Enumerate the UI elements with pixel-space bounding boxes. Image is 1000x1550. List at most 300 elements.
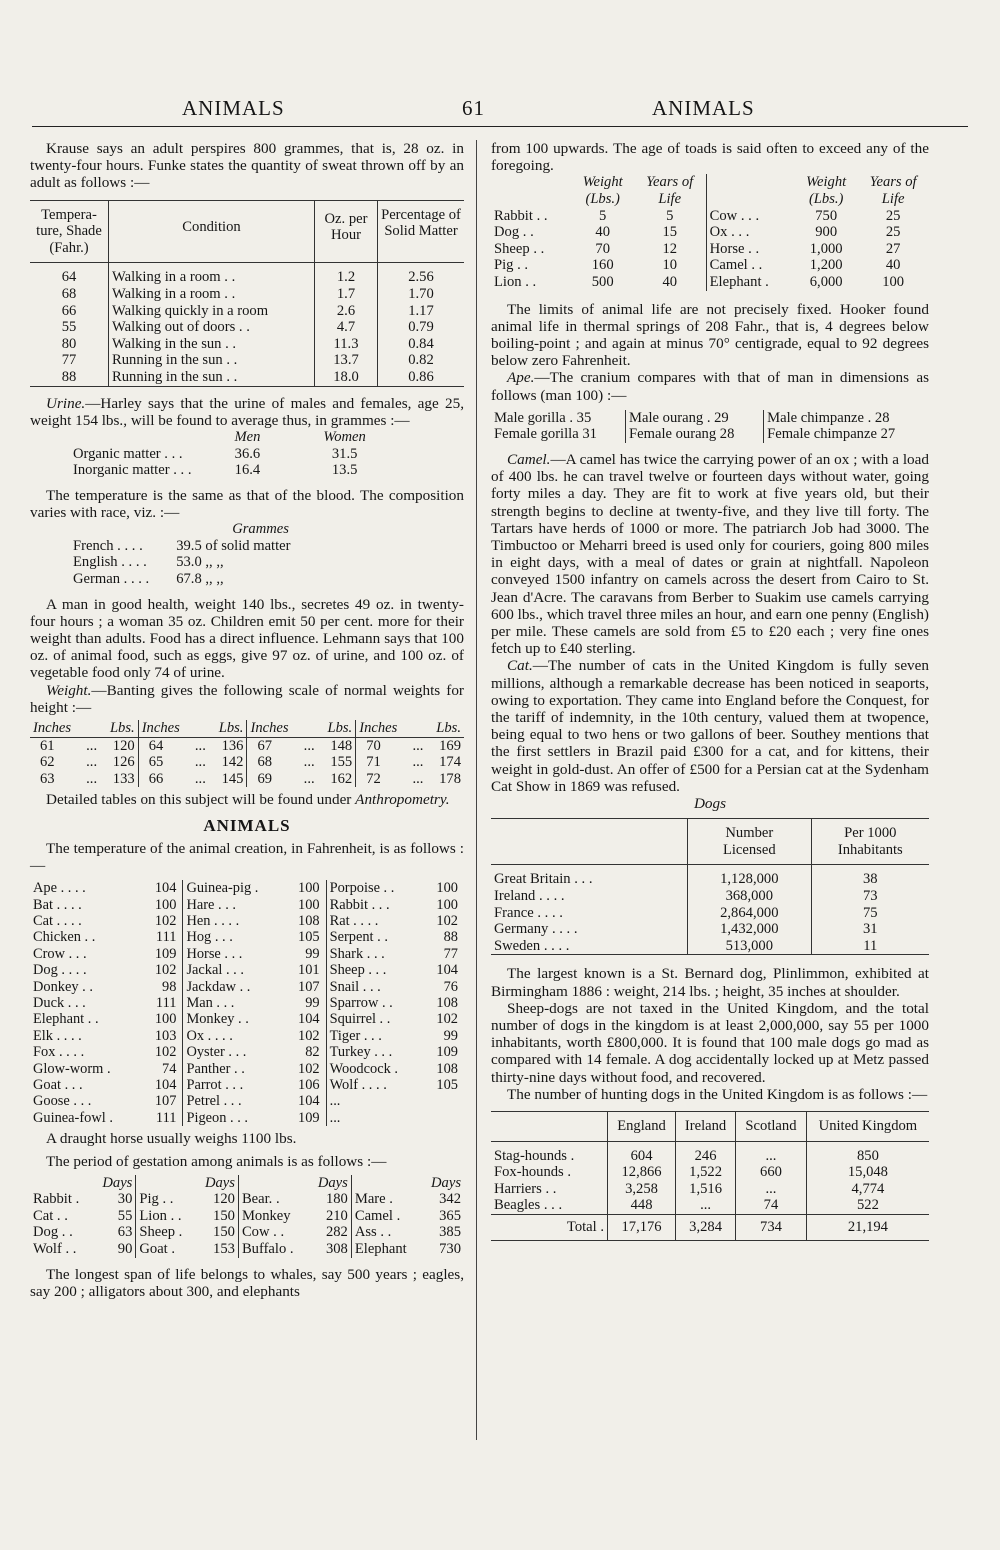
hound-type: Fox-hounds . (494, 1164, 572, 1181)
col-inches: Inches (247, 720, 299, 737)
race-row (70, 538, 294, 555)
race-label: German . . . . (73, 570, 150, 587)
animal-temp-row (30, 897, 464, 913)
life-animal: Lion . . (494, 273, 537, 290)
spacer (351, 1175, 421, 1192)
per-1000-cell: 11 (811, 938, 929, 955)
hound-count: 246 (676, 1141, 736, 1164)
animal-name: Monkey . . (183, 1011, 286, 1027)
anthropometry-ref: Anthropometry. (355, 791, 450, 809)
spacer (136, 1175, 195, 1192)
gest-animal: Cow . . (238, 1224, 307, 1241)
paragraph-sheep-dogs: Sheep-dogs are not taxed in the United Kingdom, and the total number of dogs in the kingdom is at least 2,000,000, say 55 per 1000 inhabitants, worth £800,000. It is found that 100 male dogs go mad as compared with 14 female. A dog accidentally locked up at Metz passed thirty-nine days without food, and recovered. (491, 999, 929, 1086)
gest-animal: Elephant (351, 1241, 421, 1258)
pct-cell: 0.82 (408, 352, 434, 369)
oz-cell: 18.0 (315, 369, 378, 386)
ape-table (491, 410, 929, 443)
weights-row (30, 771, 464, 788)
temp-cell: 77 (30, 352, 109, 369)
animal-temp: 101 (298, 962, 320, 979)
weight-heading: Weight. (46, 681, 92, 699)
camel-text: —A camel has twice the carrying power of an ox ; with a load of 400 lbs. he can travel twelve or fourteen days without water, going forty miles a day. They are fit to work at five years old, but their strength begins to decline at twenty-five, and they live till forty. The Tartars have herds of 1000 or more. The patriarch Job had 3000. The Timbuctoo or Meharri breed is used only for couriers, going 800 miles in eight days, with a meal of dates or grain at nightfall. Napoleon conveyed 1500 infantry on camels across the desert from Cairo to St. Jean d'Acre. The caravans from Berber to Suakim use camels carrying 600 lbs., which travel three miles an hour, and earn one penny (English) per mile. These camels are sold from £5 to £20 each ; very fine ones fetch up to £40 sterling. (491, 450, 929, 658)
life-years: 15 (634, 224, 706, 241)
hunt-row (491, 1164, 929, 1181)
animal-temp: 111 (155, 1109, 177, 1126)
ape-row (491, 410, 929, 427)
animal-name: Rat . . . . (326, 913, 424, 929)
race-row (70, 571, 294, 588)
gest-days: 120 (213, 1191, 235, 1208)
urine-women: 13.5 (331, 462, 358, 479)
animal-temp-row (30, 1093, 464, 1109)
gest-animal: Ass . . (351, 1224, 421, 1241)
inches-cell: 63 (40, 770, 55, 787)
hunting-dogs-table (491, 1111, 929, 1241)
gest-days: 180 (325, 1191, 348, 1208)
per-1000-cell: 38 (811, 865, 929, 888)
life-table (491, 174, 929, 290)
weight-text: —Banting gives the following scale of normal weights for height :— (30, 681, 464, 716)
animal-temp: 104 (298, 1011, 320, 1028)
animal-name: Pigeon . . . (183, 1110, 286, 1126)
hound-count: ... (736, 1141, 807, 1164)
camel-heading: Camel. (507, 450, 551, 468)
gestation-table (30, 1175, 464, 1258)
life-row (491, 241, 929, 258)
life-years: 12 (634, 241, 706, 258)
paragraph-hunting-dogs: The number of hunting dogs in the United Kingdom is as follows :— (507, 1085, 928, 1103)
animal-temp: 107 (154, 1093, 177, 1110)
animal-name: Parrot . . . (183, 1077, 286, 1093)
animal-name: ... (326, 1093, 424, 1109)
gest-days: 90 (117, 1241, 133, 1257)
paragraph-krause: Krause says an adult perspires 800 grammes, that is, 28 oz. in twenty-four hours. Funke states the quantity of sweat thrown off by an adult as follows :— (30, 140, 464, 192)
animal-temp-row (30, 1077, 464, 1093)
life-weight: 160 (591, 257, 614, 274)
animal-temp: 100 (436, 880, 458, 897)
animal-temp: 104 (436, 962, 458, 979)
col-men: Men (234, 428, 261, 445)
life-row (491, 224, 929, 241)
col-weight-2: Weight (Lbs.) (806, 174, 847, 207)
animal-temp-row (30, 995, 464, 1011)
paragraph-weight (30, 682, 464, 716)
animal-temp-row (30, 1011, 464, 1027)
animal-temp: 105 (298, 929, 320, 946)
condition-cell: Walking out of doors . . (109, 319, 315, 336)
spacer (299, 720, 319, 737)
animal-name: Elephant . . (33, 1011, 99, 1028)
animal-name: Donkey . . (33, 978, 93, 995)
life-years: 10 (634, 257, 706, 274)
hound-count: 660 (736, 1164, 807, 1181)
inches-cell: 61 (40, 737, 55, 754)
condition-cell: Walking quickly in a room (109, 303, 315, 320)
header-left: ANIMALS (182, 96, 285, 120)
life-years: 25 (885, 207, 901, 224)
total-count: 17,176 (608, 1214, 676, 1240)
animal-temp: 102 (154, 1044, 177, 1061)
sweat-row (30, 336, 464, 353)
animal-temp (424, 1110, 464, 1126)
hound-count: 448 (608, 1197, 676, 1214)
country-cell: Ireland . . . . (494, 888, 565, 905)
animal-temp: 100 (154, 1011, 177, 1028)
page-number: 61 (462, 96, 485, 120)
animal-temp: 99 (305, 994, 320, 1011)
pct-cell: 0.79 (408, 319, 434, 336)
animal-temp: 109 (436, 1044, 458, 1061)
oz-cell: 2.6 (315, 303, 378, 320)
life-animal: Ox . . . (709, 224, 750, 241)
animal-temp: 99 (443, 1027, 458, 1044)
col-days: Days (317, 1174, 348, 1191)
urine-label: Organic matter . . . (73, 445, 183, 462)
col-lbs: Lbs. (109, 719, 135, 736)
col-lbs: Lbs. (327, 719, 353, 736)
animal-temp: 99 (305, 945, 320, 962)
paragraph-limits: The limits of animal life are not precisely fixed. Hooker found animal life in thermal springs of 208 Fahr., that is, 4 degrees below boiling-point ; and again at minus 70° centigrade, equal to 92 degrees below zero Fahrenheit. (491, 300, 929, 370)
gest-days: 55 (117, 1207, 133, 1224)
col-per-1000: Per 1000 Inhabitants (811, 819, 929, 865)
animal-temperature-table (30, 880, 464, 1126)
animal-name: Bat . . . . (33, 896, 82, 913)
animal-temp: 74 (162, 1060, 177, 1077)
col-scotland: Scotland (736, 1112, 807, 1142)
inches-cell: 68 (247, 754, 299, 771)
animal-temp-row (30, 979, 464, 995)
col-days: Days (204, 1174, 235, 1191)
gest-animal: Wolf . . (33, 1241, 77, 1257)
life-weight: 1,000 (809, 240, 843, 257)
lbs-cell: 155 (330, 754, 353, 771)
animal-temp: 108 (436, 1060, 458, 1077)
animal-name: Rabbit . . . (326, 897, 424, 913)
hound-count: ... (676, 1197, 736, 1214)
col-grammes: Grammes (232, 521, 289, 538)
animal-temp-row (30, 1028, 464, 1044)
animal-name: Oyster . . . (183, 1044, 286, 1060)
dogs-table (491, 818, 929, 955)
oz-cell: 11.3 (315, 336, 378, 353)
life-years: 40 (634, 274, 706, 291)
animal-name: Dog . . . . (33, 962, 87, 979)
animal-name: Porpoise . . (326, 880, 424, 896)
animal-temp: 98 (162, 978, 177, 995)
oz-cell: 13.7 (315, 352, 378, 369)
hound-count: 3,258 (608, 1181, 676, 1198)
inches-cell: 66 (138, 771, 190, 788)
col-women: Women (323, 428, 366, 445)
race-table (70, 521, 294, 587)
gestation-row (30, 1191, 464, 1208)
dogs-row (491, 938, 929, 955)
oz-cell: 4.7 (315, 319, 378, 336)
animal-name: ... (326, 1110, 424, 1126)
total-count: 734 (736, 1214, 807, 1240)
hound-count: 12,866 (608, 1164, 676, 1181)
licensed-cell: 368,000 (688, 888, 812, 905)
ape-cell: Female chimpanze 27 (764, 426, 929, 443)
paragraph-life-span: The longest span of life belongs to whales, say 500 years ; eagles, say 200 ; alligators about 300, and elephants (30, 1265, 464, 1300)
urine-women: 31.5 (331, 445, 358, 462)
animal-name: Cat . . . . (33, 912, 82, 929)
animal-temp: 88 (443, 929, 458, 946)
gest-animal: Sheep . (136, 1224, 195, 1241)
animal-temp-row (30, 913, 464, 929)
gest-animal: Cat . . (33, 1207, 68, 1224)
animal-name: Crow . . . (33, 945, 87, 962)
inches-cell: 67 (247, 737, 299, 754)
spacer (238, 1175, 307, 1192)
dogs-row (491, 888, 929, 905)
animal-name: Duck . . . (33, 994, 86, 1011)
life-weight: 5 (599, 207, 607, 224)
urine-row (70, 446, 369, 463)
inches-cell: 72 (356, 771, 408, 788)
animal-temp-row (30, 929, 464, 945)
ape-cell: Male gorilla . 35 (494, 409, 592, 426)
gest-days: 153 (213, 1241, 235, 1257)
animal-name: Jackal . . . (183, 962, 286, 978)
sweat-row (30, 369, 464, 386)
sep-cell: ... (303, 737, 315, 754)
paragraph-health: A man in good health, weight 140 lbs., secretes 49 oz. in twenty-four hours ; a woman 35 oz. Children emit 50 per cent. more for their weight than adults. Food has a direct influence. Lehmann says that 100 oz. of animal food, such as eggs, give 97 oz. of urine, and 100 oz. of vegetable food only 74 of urine. (30, 595, 464, 682)
life-animal: Cow . . . (709, 207, 760, 224)
animal-name: Petrel . . . (183, 1093, 286, 1109)
hound-type: Harriers . . (494, 1180, 557, 1197)
running-header (32, 96, 968, 127)
temp-cell: 66 (30, 303, 109, 320)
life-years: 100 (882, 273, 905, 290)
life-animal: Camel . . (709, 257, 763, 274)
sweat-row (30, 303, 464, 320)
animal-name: Goose . . . (33, 1093, 92, 1110)
gestation-row (30, 1241, 464, 1258)
life-years: 27 (885, 240, 901, 257)
col-solid-matter: Percentage of Solid Matter (381, 206, 461, 240)
life-years: 25 (885, 224, 901, 241)
paragraph-temperature: The temperature is the same as that of the blood. The composition varies with race, viz. :— (30, 486, 464, 521)
gest-animal: Pig . . (136, 1191, 195, 1208)
animal-temp-row (30, 1110, 464, 1126)
gest-days: 150 (213, 1224, 235, 1241)
life-weight: 1,200 (809, 257, 843, 274)
licensed-cell: 1,128,000 (688, 865, 812, 888)
condition-cell: Running in the sun . . (109, 352, 315, 369)
life-animal: Rabbit . . (494, 207, 548, 224)
ape-row (491, 426, 929, 443)
gest-animal: Lion . . (136, 1208, 195, 1225)
lbs-cell: 133 (112, 770, 135, 787)
life-animal: Pig . . (494, 257, 529, 274)
life-weight: 750 (815, 207, 838, 224)
hound-count: 1,522 (676, 1164, 736, 1181)
per-1000-cell: 75 (811, 905, 929, 922)
animal-temp: 102 (436, 1011, 458, 1028)
urine-men: 36.6 (234, 445, 261, 462)
animal-name: Glow-worm . (33, 1060, 111, 1077)
hound-count: 522 (806, 1197, 929, 1214)
spacer (190, 720, 210, 737)
sweat-table (30, 200, 464, 387)
gest-days: 30 (117, 1191, 133, 1208)
animal-name: Ox . . . . (183, 1028, 286, 1044)
country-cell: Sweden . . . . (494, 937, 570, 954)
hound-count: 604 (608, 1141, 676, 1164)
lbs-cell: 145 (221, 770, 244, 787)
ape-cell: Female gorilla 31 (494, 426, 597, 443)
race-label: French . . . . (73, 537, 143, 554)
race-label: English . . . . (73, 554, 147, 571)
gest-days: 210 (325, 1207, 348, 1224)
animal-temp: 102 (154, 962, 177, 979)
sweat-row (30, 286, 464, 303)
animal-name: Sparrow . . (326, 995, 424, 1011)
pct-cell: 1.70 (408, 285, 434, 302)
ape-text: —The cranium compares with that of man in dimensions as follows (man 100) :— (491, 369, 929, 404)
column-divider (476, 140, 477, 1440)
sweat-row (30, 319, 464, 336)
animal-name: Jackdaw . . (183, 979, 286, 995)
ape-cell: Female ourang 28 (626, 426, 764, 443)
animal-temp: 102 (298, 1027, 320, 1044)
animal-temp: 100 (298, 896, 320, 913)
animal-temp: 77 (443, 945, 458, 962)
life-animal: Elephant . (709, 273, 769, 290)
animal-name: Hog . . . (183, 929, 286, 945)
animal-name: Man . . . (183, 995, 286, 1011)
weights-table (30, 720, 464, 787)
animal-name: Turkey . . . (326, 1044, 424, 1060)
sep-cell: ... (303, 754, 315, 771)
cat-heading: Cat. (507, 657, 533, 675)
inches-cell: 64 (138, 737, 190, 754)
paragraph-st-bernard: The largest known is a St. Bernard dog, Plinlimmon, exhibited at Birmingham 1886 : weight, 214 lbs. ; height, 35 inches at shoulder. (491, 965, 929, 1000)
condition-cell: Walking in a room . . (109, 286, 315, 303)
animal-temp: 100 (154, 896, 177, 913)
spacer (408, 720, 428, 737)
col-years-2: Years of Life (869, 174, 917, 207)
life-animal: Sheep . . (494, 240, 545, 257)
animal-temp: 106 (298, 1077, 320, 1093)
animal-temp-row (30, 946, 464, 962)
paragraph-camel (491, 451, 929, 657)
licensed-cell: 513,000 (688, 938, 812, 955)
per-1000-cell: 73 (811, 888, 929, 905)
animal-temp: 105 (436, 1077, 458, 1093)
country-cell: Germany . . . . (494, 921, 578, 938)
lbs-cell: 120 (112, 737, 135, 754)
country-cell: France . . . . (494, 904, 563, 921)
animal-temp: 103 (154, 1027, 177, 1044)
paragraph-ape (491, 369, 929, 403)
urine-men: 16.4 (234, 462, 261, 479)
gest-animal: Goat . (136, 1241, 195, 1258)
animal-name: Shark . . . (326, 946, 424, 962)
hound-count: 850 (806, 1141, 929, 1164)
dogs-row (491, 865, 929, 888)
life-weight: 500 (591, 273, 614, 290)
paragraph-gestation: The period of gestation among animals is as follows :— (46, 1153, 387, 1171)
dogs-row (491, 921, 929, 938)
race-value: 53.0 ,, ,, (176, 554, 224, 571)
col-united-kingdom: United Kingdom (806, 1112, 929, 1142)
col-days: Days (102, 1174, 133, 1191)
animal-temp: 104 (298, 1093, 320, 1110)
paragraph-urine (30, 395, 464, 429)
gestation-row (30, 1224, 464, 1241)
weights-row (30, 754, 464, 771)
col-lbs: Lbs. (436, 719, 461, 736)
col-england: England (608, 1112, 676, 1142)
animal-name: Woodcock . (326, 1061, 424, 1077)
sweat-row (30, 352, 464, 369)
animal-name: Guinea-pig . (183, 880, 286, 896)
animal-name: Horse . . . (183, 946, 286, 962)
gest-animal: Mare . (351, 1191, 421, 1208)
gest-days: 63 (117, 1224, 133, 1241)
hound-type: Stag-hounds . (494, 1147, 575, 1164)
animal-temp: 102 (154, 912, 177, 929)
race-value: 67.8 ,, ,, (176, 570, 224, 587)
animal-name: Squirrel . . (326, 1011, 424, 1027)
life-weight: 900 (815, 224, 838, 241)
life-weight: 40 (595, 224, 610, 241)
hound-count: ... (736, 1181, 807, 1198)
spacer (491, 1112, 608, 1142)
col-inches: Inches (33, 719, 72, 736)
sep-cell: ... (194, 737, 206, 754)
gest-animal: Rabbit . (33, 1191, 80, 1208)
col-weight: Weight (Lbs.) (582, 174, 623, 207)
lbs-cell: 148 (330, 737, 353, 754)
temp-cell: 68 (30, 286, 109, 303)
gest-animal: Buffalo . (238, 1241, 307, 1258)
col-oz-per-hour: Oz. per Hour (315, 200, 378, 263)
animal-temp-row (30, 1061, 464, 1077)
sep-cell: ... (194, 770, 206, 787)
lbs-cell: 136 (221, 737, 244, 754)
gest-days: 150 (213, 1207, 235, 1224)
total-count: 21,194 (806, 1214, 929, 1240)
animal-temp-row (30, 880, 464, 896)
sep-cell: ... (86, 737, 98, 754)
gest-animal: Dog . . (33, 1224, 73, 1241)
ape-cell: Male chimpanze . 28 (764, 410, 929, 427)
gest-days: 308 (325, 1241, 348, 1257)
hound-count: 74 (736, 1197, 807, 1214)
animal-temp: 102 (436, 912, 458, 929)
animal-temp (424, 1093, 464, 1109)
temp-cell: 64 (30, 263, 109, 286)
right-column (491, 140, 929, 1241)
animal-temp: 104 (154, 880, 177, 897)
lbs-cell: 169 (439, 737, 461, 754)
life-animal: Horse . . (709, 240, 760, 257)
race-row (70, 554, 294, 571)
header-right: ANIMALS (652, 96, 755, 120)
inches-cell: 65 (138, 754, 190, 771)
sep-cell: ... (412, 737, 424, 754)
section-heading-animals: ANIMALS (203, 815, 291, 835)
per-1000-cell: 31 (811, 921, 929, 938)
animal-temp: 111 (155, 929, 177, 946)
gestation-row (30, 1208, 464, 1225)
life-row (491, 274, 929, 291)
hunt-row (491, 1197, 929, 1214)
inches-cell: 70 (356, 737, 408, 754)
